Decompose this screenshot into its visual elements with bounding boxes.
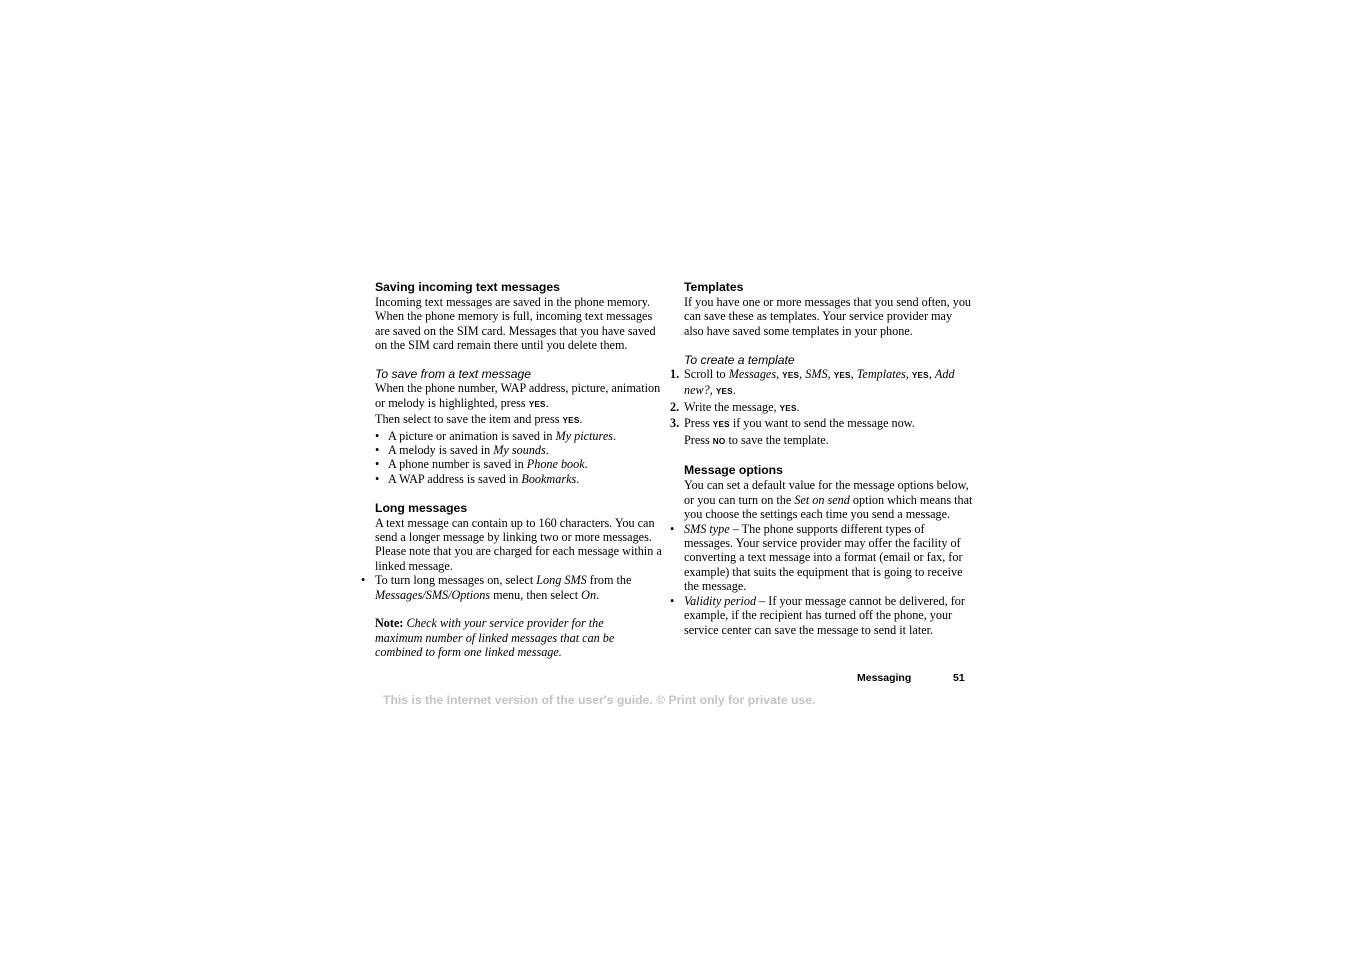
save-destinations-list xyxy=(375,429,665,487)
note: Note: Check with your service provider for the maximum number of linked messages that can be combined to form one linked message. xyxy=(375,616,615,660)
list-item: • A melody is saved in My sounds. xyxy=(375,443,665,457)
templates-heading: Templates xyxy=(684,280,744,294)
list-item: • To turn long messages on, select Long SMS from the Messages/SMS/Options menu, then select On. xyxy=(375,573,665,602)
list-item: • A WAP address is saved in Bookmarks. xyxy=(375,472,665,486)
yes-key: YES xyxy=(528,399,546,409)
list-item: • A picture or animation is saved in My pictures. xyxy=(375,429,665,443)
watermark-text: This is the Internet version of the user's guide. © Print only for private use. xyxy=(383,693,816,707)
footer-section-title: Messaging xyxy=(857,672,912,684)
yes-key: YES xyxy=(562,416,580,426)
message-options-list xyxy=(684,522,974,637)
list-item: • Validity period – If your message cannot be delivered, for example, if the recipient has turned off the phone, your service center can save the message to send it later. xyxy=(684,594,974,637)
templates-body: If you have one or more messages that you send often, you can save these as templates. Your service provider may also have saved some templates in your phone. xyxy=(684,295,972,338)
step-item: 2. Write the message, YES. xyxy=(670,399,800,414)
right-column xyxy=(670,280,974,637)
step-item: 1. Scroll to Messages, YES, SMS, YES, Templates, YES, Add new?, YES. xyxy=(670,367,955,398)
saving-heading: Saving incoming text messages xyxy=(375,280,560,294)
save-from-line2: Then select to save the item and press YES. xyxy=(375,412,583,427)
page-number: 51 xyxy=(953,672,965,684)
long-messages-body: A text message can contain up to 160 characters. You can send a longer message by linking two or more messages. Please note that you are charged for each message within a linked message. xyxy=(375,515,662,573)
long-messages-list xyxy=(375,573,665,602)
save-from-heading: To save from a text message xyxy=(375,367,532,382)
list-item: • SMS type – The phone supports different types of messages. Your service provider may offer the facility of converting a text message into a format (email or fax, for example) that suits the equipment that is going to receive the message. xyxy=(684,522,974,594)
message-options-body: You can set a default value for the message options below, or you can turn on the Set on send option which means that you choose the settings each time you send a message. xyxy=(684,478,973,522)
create-template-heading: To create a template xyxy=(684,352,795,367)
save-from-line1: When the phone number, WAP address, picture, animation or melody is highlighted, press YES. xyxy=(375,381,661,410)
left-column xyxy=(375,280,665,660)
create-template-steps xyxy=(670,367,974,449)
long-messages-heading: Long messages xyxy=(375,500,468,515)
message-options-heading: Message options xyxy=(684,463,783,478)
step-item: 3. Press YES if you want to send the message now. Press NO to save the template. xyxy=(670,416,915,447)
list-item: • A phone number is saved in Phone book. xyxy=(375,457,665,471)
saving-body: Incoming text messages are saved in the phone memory. When the phone memory is full, incoming text messages are saved on the SIM card. Messages that you have saved on the SIM card remain there until you delete them. xyxy=(375,295,656,353)
